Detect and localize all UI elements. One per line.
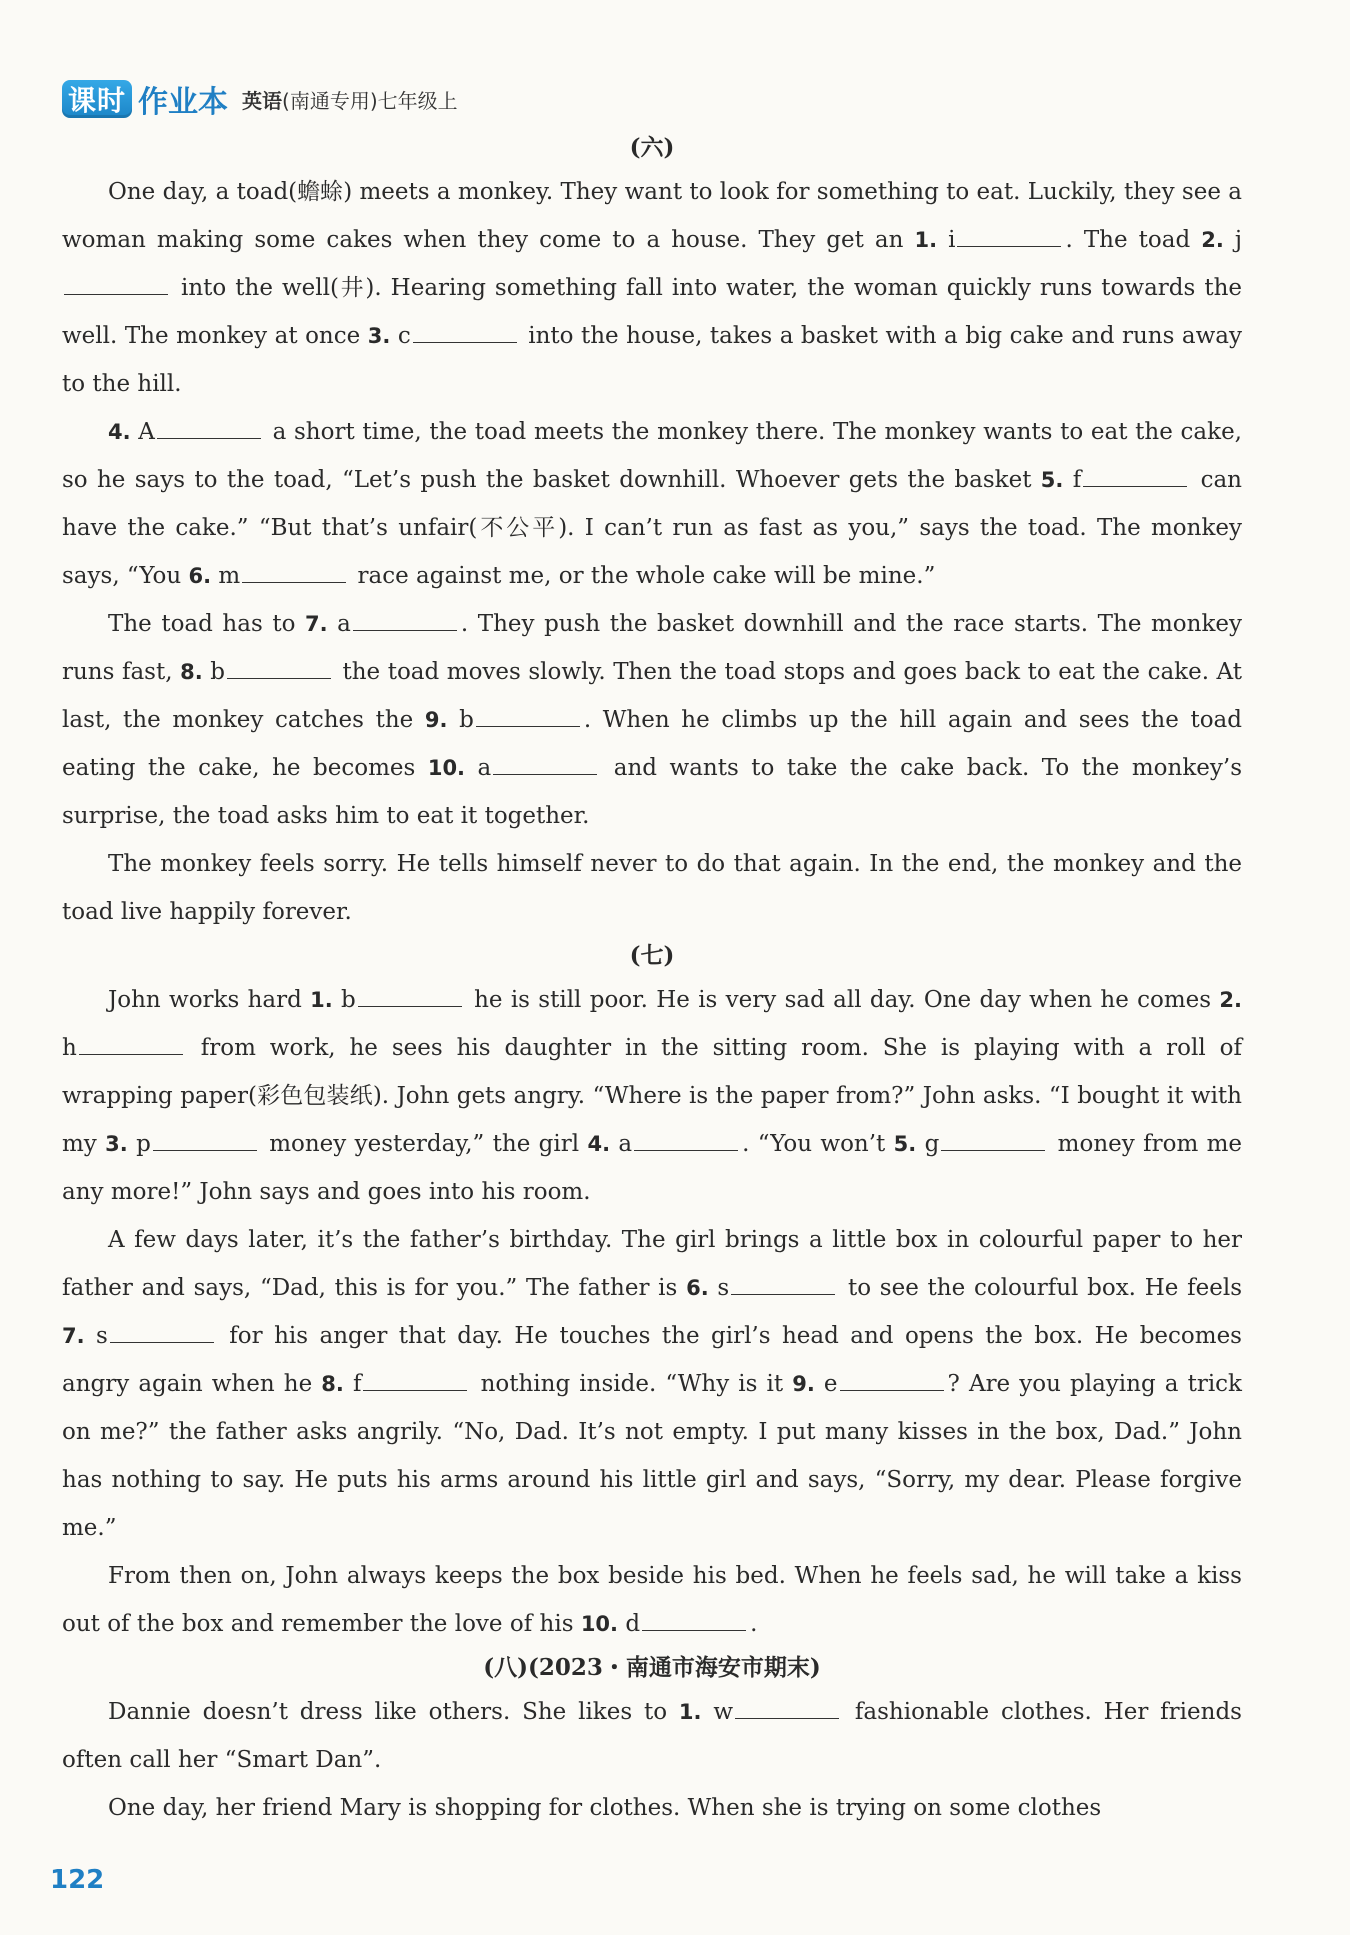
passage-text: . The toad xyxy=(1065,227,1202,253)
answer-blank[interactable] xyxy=(634,1128,738,1151)
blank-first-letter: a xyxy=(477,755,492,781)
passage-text: From then on, John always keeps the box beside his bed. When he feels sad, he will take a kiss out of the box and remember the love of his xyxy=(62,1563,1242,1637)
blank-number: 6. xyxy=(686,1276,709,1300)
answer-blank[interactable] xyxy=(358,984,462,1007)
blank-number: 2. xyxy=(1201,228,1224,252)
edition-label: (南通专用)七年级上 xyxy=(282,88,458,113)
answer-blank[interactable] xyxy=(941,1128,1045,1151)
passage-text: into the well(井). Hearing something fall into water, the woman quickly runs towards the well. The monkey at once xyxy=(62,275,1242,349)
answer-blank[interactable] xyxy=(64,272,168,295)
answer-blank[interactable] xyxy=(353,608,457,631)
blank-number: 1. xyxy=(678,1700,702,1724)
passage-paragraph xyxy=(62,600,1242,840)
blank-first-letter: g xyxy=(924,1131,940,1157)
passage-paragraph xyxy=(62,168,1242,408)
passage-text: money yesterday,” the girl xyxy=(260,1131,588,1157)
passage-text: The monkey feels sorry. He tells himself never to do that again. In the end, the monkey and the toad live happily forever. xyxy=(62,851,1242,925)
passage-content xyxy=(62,128,1242,1832)
blank-first-letter: a xyxy=(618,1131,633,1157)
blank-first-letter: h xyxy=(62,1035,77,1061)
passage-text: ? Are you playing a trick on me?” the father asks angrily. “No, Dad. It’s not empty. I put many kisses in the box, Dad.” John has nothing to say. He puts his arms around his little girl and says, “Sorry, my dear. Please forgive me.” xyxy=(62,1371,1242,1541)
answer-blank[interactable] xyxy=(476,704,580,727)
blank-number: 5. xyxy=(1040,468,1064,492)
blank-number: 6. xyxy=(188,564,212,588)
page-number: 122 xyxy=(50,1865,105,1895)
passage-text: for his anger that day. He touches the girl’s head and opens the box. He becomes angry again when he xyxy=(62,1323,1242,1397)
passage-text: fashionable clothes. Her friends often call her “Smart Dan”. xyxy=(62,1699,1242,1773)
blank-number: 2. xyxy=(1219,988,1243,1012)
blank-number: 10. xyxy=(427,756,466,780)
passage-text: and wants to take the cake back. To the monkey’s surprise, the toad asks him to eat it together. xyxy=(62,755,1242,829)
blank-first-letter: A xyxy=(138,419,155,445)
answer-blank[interactable] xyxy=(731,1272,835,1295)
passage-text: a short time, the toad meets the monkey there. The monkey wants to eat the cake, so he says to the toad, “Let’s push the basket downhill. Whoever gets the basket xyxy=(62,419,1242,493)
passage-paragraph xyxy=(62,1552,1242,1648)
passage-paragraph xyxy=(62,408,1242,600)
passage-paragraph xyxy=(62,1216,1242,1552)
answer-blank[interactable] xyxy=(227,656,331,679)
blank-number: 7. xyxy=(62,1324,85,1348)
passage-text: John works hard xyxy=(108,987,311,1013)
blank-first-letter: j xyxy=(1234,227,1243,253)
passage-text: race against me, or the whole cake will be mine.” xyxy=(350,563,936,589)
passage-paragraph xyxy=(62,976,1242,1216)
blank-first-letter: c xyxy=(397,323,411,349)
passage-text: money from me any more!” John says and goes into his room. xyxy=(62,1131,1243,1205)
page-header xyxy=(62,76,458,122)
blank-number: 10. xyxy=(580,1612,619,1636)
answer-blank[interactable] xyxy=(493,752,597,775)
answer-blank[interactable] xyxy=(79,1032,183,1055)
passage-text: can have the cake.” “But that’s unfair(不公平). I can’t run as fast as you,” says the toad. The monkey says, “You xyxy=(62,467,1242,589)
book-series xyxy=(242,85,458,114)
blank-number: 8. xyxy=(321,1372,344,1396)
passage-text: One day, a toad(蟾蜍) meets a monkey. They want to look for something to eat. Luckily, they see a woman making some cakes when they come to a house. They get an xyxy=(62,179,1242,253)
passage-text: The toad has to xyxy=(108,611,305,637)
passage-paragraph xyxy=(62,840,1242,936)
blank-first-letter: b xyxy=(341,987,356,1013)
answer-blank[interactable] xyxy=(735,1696,839,1719)
passage-text: he is still poor. He is very sad all day. One day when he comes xyxy=(465,987,1220,1013)
passage-text: . “You won’t xyxy=(742,1131,894,1157)
blank-number: 4. xyxy=(108,420,131,444)
answer-blank[interactable] xyxy=(153,1128,257,1151)
passage-paragraph xyxy=(62,1688,1242,1784)
answer-blank[interactable] xyxy=(157,416,261,439)
blank-number: 3. xyxy=(105,1132,128,1156)
blank-number: 8. xyxy=(180,660,203,684)
brand-logo-subtitle: 作业本 xyxy=(138,85,229,120)
blank-first-letter: e xyxy=(823,1371,838,1397)
blank-first-letter: b xyxy=(210,659,225,685)
blank-first-letter: d xyxy=(625,1611,641,1637)
blank-first-letter: m xyxy=(218,563,241,589)
answer-blank[interactable] xyxy=(413,320,517,343)
blank-first-letter: i xyxy=(948,227,956,253)
answer-blank[interactable] xyxy=(110,1320,214,1343)
answer-blank[interactable] xyxy=(242,560,346,583)
passage-text: the toad moves slowly. Then the toad stops and goes back to eat the cake. At last, the monkey catches the xyxy=(62,659,1243,733)
blank-number: 7. xyxy=(304,612,328,636)
answer-blank[interactable] xyxy=(642,1608,746,1631)
passage-text: to see the colourful box. He feels xyxy=(839,1275,1243,1301)
blank-first-letter: s xyxy=(717,1275,730,1301)
blank-number: 9. xyxy=(424,708,448,732)
passage-text: nothing inside. “Why is it xyxy=(471,1371,793,1397)
answer-blank[interactable] xyxy=(840,1368,944,1391)
section-title: (八)(2023・南通市海安市期末) xyxy=(483,1654,821,1681)
passage-paragraph xyxy=(62,1784,1242,1832)
blank-number: 3. xyxy=(367,324,391,348)
section-title: (六) xyxy=(629,134,675,161)
passage-text: . They push the basket downhill and the race starts. The monkey runs fast, xyxy=(62,611,1243,685)
passage-text: . xyxy=(750,1611,758,1637)
passage-text: Dannie doesn’t dress like others. She likes to xyxy=(108,1699,679,1725)
passage-text: One day, her friend Mary is shopping for clothes. When she is trying on some clothes xyxy=(108,1795,1102,1821)
blank-number: 5. xyxy=(893,1132,917,1156)
blank-first-letter: a xyxy=(337,611,351,637)
blank-number: 4. xyxy=(587,1132,611,1156)
blank-first-letter: b xyxy=(459,707,474,733)
passage-text: from work, he sees his daughter in the sitting room. She is playing with a roll of wrapping paper(彩色包装纸). John gets angry. “Where is the paper from?” John asks. “I bought it with my xyxy=(62,1035,1242,1157)
subject-label: 英语 xyxy=(242,88,283,113)
blank-number: 1. xyxy=(310,988,333,1012)
answer-blank[interactable] xyxy=(957,224,1061,247)
section-title: (七) xyxy=(629,942,675,969)
passage-text: A few days later, it’s the father’s birthday. The girl brings a little box in colourful paper to her father and says, “Dad, this is for you.” The father is xyxy=(62,1227,1242,1301)
blank-first-letter: f xyxy=(1072,467,1082,493)
answer-blank[interactable] xyxy=(1083,464,1187,487)
passage-text: into the house, takes a basket with a big cake and runs away to the hill. xyxy=(62,323,1243,397)
blank-first-letter: s xyxy=(96,1323,108,1349)
blank-number: 9. xyxy=(792,1372,815,1396)
blank-first-letter: p xyxy=(136,1131,151,1157)
answer-blank[interactable] xyxy=(363,1368,467,1391)
blank-number: 1. xyxy=(914,228,938,252)
blank-first-letter: w xyxy=(713,1699,734,1725)
blank-first-letter: f xyxy=(352,1371,362,1397)
brand-logo: 课时 xyxy=(62,80,132,118)
passage-text: . When he climbs up the hill again and sees the toad eating the cake, he becomes xyxy=(62,707,1242,781)
